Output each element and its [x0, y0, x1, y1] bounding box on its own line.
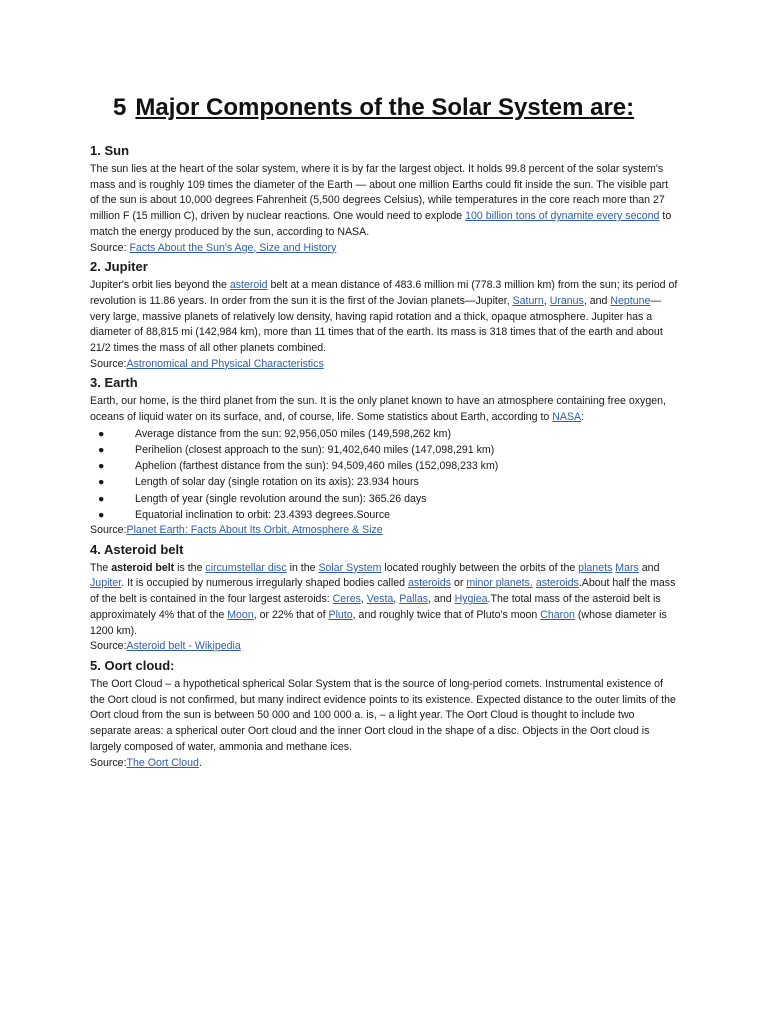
text-span: The sun lies at the heart of the solar system, where it is by far the largest object. It holds 99.8 percent of the solar system's mass and is roughly 109 times the diameter of the Earth — about one million Earths could fit inside the sun. The visible part of the sun is about 10,000 degrees Fahrenheit (5,500 degrees Celsius), while temperatures in the core reach more than 27 million F (15 million C), driven by nuclear reactions. One would need to explode: [90, 163, 669, 223]
bullet-icon: ●: [98, 460, 105, 473]
list-item: [90, 442, 678, 458]
list-item-text: Equatorial inclination to orbit: 23.4393 degrees.Source: [135, 508, 391, 521]
section-heading-asteroid-belt: 4. Asteroid belt: [90, 541, 184, 557]
source-label: Source:: [90, 357, 127, 370]
section-oort-cloud: [90, 657, 678, 771]
oort-paragraph: The Oort Cloud – a hypothetical spherical Solar System that is the source of long-period comets. Instrumental existence of the Oort cloud is not confirmed, but many indirect evidence points to its existence. Expected distance to the outer limits of the Oort cloud from the sun is between 50 000 and 100 000 a. is, – a light year. The Oort Cloud is thought to include two separate areas: a spherical outer Oort cloud and the inner Oort cloud in the shape of a disc. Objects in the Oort cloud is largely composed of water, ammonia and methane ices.: [90, 677, 676, 753]
pluto-link[interactable]: Pluto: [328, 608, 353, 621]
list-item: [90, 458, 678, 474]
text-span: (whose diameter is 1200 km).: [90, 608, 667, 637]
source-label: Source:: [90, 756, 127, 769]
text-span: .: [198, 756, 202, 769]
document-body: [90, 140, 678, 772]
solar-system-link[interactable]: Solar System: [318, 561, 382, 574]
list-item-text: Length of year (single revolution around the sun): 365.26 days: [135, 492, 427, 505]
source-label: Source:: [90, 241, 130, 254]
text-span: ,: [543, 294, 550, 307]
list-item-text: Perihelion (closest approach to the sun): 91,402,640 miles (147,098,291 km): [135, 444, 495, 457]
uranus-link[interactable]: Uranus: [549, 294, 584, 307]
asteroid-link[interactable]: asteroid: [229, 279, 268, 292]
source-line-sun: [90, 241, 678, 257]
pallas-link[interactable]: Pallas: [399, 593, 429, 606]
oort-source-link[interactable]: The Oort Cloud: [126, 756, 199, 769]
bullet-icon: ●: [98, 444, 105, 457]
mars-link[interactable]: Mars: [615, 561, 639, 574]
list-item-text: Average distance from the sun: 92,956,050 miles (149,598,262 km): [135, 427, 452, 440]
section-earth: [90, 374, 678, 538]
bullet-icon: ●: [98, 508, 105, 521]
asteroids-link-2[interactable]: asteroids: [535, 577, 579, 590]
bullet-icon: ●: [98, 427, 105, 440]
text-span: , and: [583, 294, 611, 307]
text-span: . It is occupied by numerous irregularly shaped bodies called: [121, 577, 408, 590]
text-span: , and roughly twice that of Pluto's moon: [352, 608, 541, 621]
text-span: Jupiter's orbit lies beyond the: [90, 279, 230, 292]
source-line-jupiter: [90, 357, 678, 373]
sun-paragraph: [90, 162, 678, 241]
vesta-link[interactable]: Vesta: [366, 593, 394, 606]
text-span: The: [90, 561, 112, 574]
asteroid-belt-source-link[interactable]: Asteroid belt - Wikipedia: [126, 640, 241, 653]
text-span: Earth, our home, is the third planet from the sun. It is the only planet known to have an atmosphere containing free oxygen, oceans of liquid water on its surface, and, of course, life. Some statistics about Earth, according to: [90, 395, 666, 424]
text-span: or: [451, 577, 467, 590]
hygiea-link[interactable]: Hygiea: [454, 593, 488, 606]
nasa-link[interactable]: NASA: [552, 411, 582, 424]
jupiter-paragraph: [90, 278, 678, 357]
text-span: ,: [393, 593, 400, 606]
list-item: [90, 507, 678, 523]
text-span: belt at a mean distance of 483.6 million mi (778.3 million km) from the sun; its period of revolution is 11.86 years. In order from the sun it is the first of the Jovian planets—Jupiter,: [90, 279, 678, 307]
section-heading-sun: 1. Sun: [90, 143, 130, 158]
jupiter-source-link[interactable]: Astronomical and Physical Characteristics: [126, 357, 324, 370]
text-span: ,: [360, 593, 367, 606]
list-item-text: Length of solar day (single rotation on its axis): 23.934 hours: [135, 476, 419, 489]
sun-source-link[interactable]: Facts About the Sun's Age, Size and History: [129, 241, 337, 254]
saturn-link[interactable]: Saturn: [512, 294, 544, 307]
jupiter-link[interactable]: Jupiter: [90, 577, 122, 590]
source-label: Source:: [90, 640, 127, 653]
text-span: .About half the mass of the belt is contained in the four largest asteroids:: [90, 577, 676, 606]
earth-stats-list: [90, 426, 678, 523]
title-text: Major Components of the Solar System are:: [135, 94, 635, 121]
earth-source-link[interactable]: Planet Earth: Facts About Its Orbit, Atmosphere & Size: [126, 524, 383, 537]
charon-link[interactable]: Charon: [540, 608, 575, 621]
source-line-oort: [90, 756, 678, 772]
ceres-link[interactable]: Ceres: [332, 593, 361, 606]
title-number: 5: [113, 94, 127, 121]
minor-planets-link[interactable]: minor planets.: [466, 577, 533, 590]
bold-term: asteroid belt: [111, 561, 175, 574]
text-span: , or 22% that of: [253, 608, 329, 621]
section-jupiter: [90, 258, 678, 372]
planets-link[interactable]: planets: [578, 561, 613, 574]
section-heading-jupiter: 2. Jupiter: [90, 259, 148, 275]
asteroid-belt-paragraph: [90, 561, 678, 640]
source-label: Source:: [90, 524, 127, 537]
text-span: is the: [174, 561, 206, 574]
section-heading-earth: 3. Earth: [90, 375, 138, 391]
text-span: .The total mass of the asteroid belt is approximately 4% that of the: [90, 593, 661, 621]
asteroids-link[interactable]: asteroids: [408, 577, 451, 590]
section-asteroid-belt: [90, 541, 678, 655]
text-span: —very large, massive planets of relatively low density, having rapid rotation and a thick, opaque atmosphere. Jupiter has a diameter of 88,815 mi (142,984 km), more than 11 times that of the earth. Its mass is 318 times that of the earth and about 21/2 times the mass of all other planets combined.: [90, 294, 663, 355]
earth-paragraph: [90, 394, 678, 425]
section-sun: [90, 142, 678, 256]
neptune-link[interactable]: Neptune: [610, 294, 651, 307]
text-span: , and: [428, 593, 455, 606]
text-span: in the: [286, 561, 319, 574]
source-line-asteroid-belt: [90, 639, 678, 655]
dynamite-link[interactable]: 100 billion tons of dynamite every second: [465, 210, 660, 223]
list-item: [90, 426, 678, 442]
list-item: [90, 491, 678, 507]
page-title: [113, 94, 634, 122]
moon-link[interactable]: Moon: [227, 608, 254, 621]
bullet-icon: ●: [98, 492, 105, 505]
list-item: [90, 474, 678, 490]
list-item-text: Aphelion (farthest distance from the sun): 94,509,460 miles (152,098,233 km): [135, 460, 499, 473]
section-heading-oort-cloud: 5. Oort cloud:: [90, 657, 175, 673]
text-span: and: [638, 561, 660, 574]
source-line-earth: [90, 523, 678, 539]
text-span: :: [581, 411, 585, 424]
text-span: to match the energy produced by the sun, according to NASA.: [90, 210, 672, 238]
circumstellar-disc-link[interactable]: circumstellar disc: [205, 561, 287, 574]
bullet-icon: ●: [98, 476, 105, 489]
text-span: located roughly between the orbits of the: [381, 561, 579, 574]
